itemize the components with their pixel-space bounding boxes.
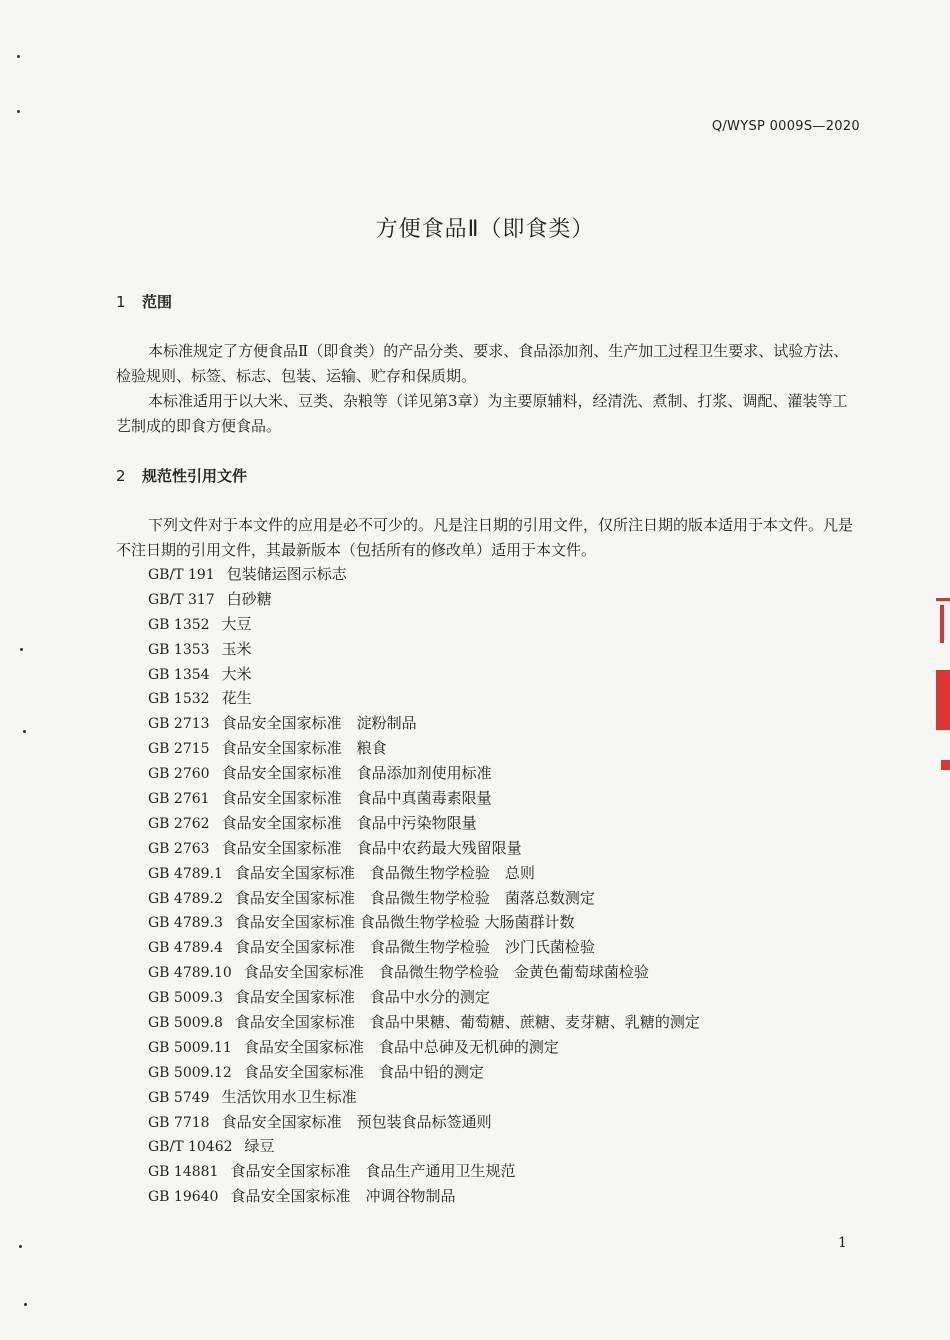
- reference-code: GB 4789.3: [148, 915, 223, 932]
- reference-code: GB/T 10462: [148, 1139, 233, 1156]
- reference-item: [148, 1010, 700, 1035]
- reference-title: 食品安全国家标准 淀粉制品: [221, 714, 417, 733]
- reference-title: 花生: [221, 689, 252, 708]
- reference-title: 大米: [221, 664, 252, 683]
- reference-list: [148, 562, 700, 1209]
- reference-code: GB 19640: [148, 1189, 219, 1206]
- reference-code: GB 5009.3: [148, 990, 223, 1007]
- reference-title: 食品安全国家标准 食品中总砷及无机砷的测定: [243, 1037, 559, 1056]
- reference-title: 白砂糖: [226, 589, 272, 608]
- reference-item: [148, 910, 700, 935]
- reference-title: 食品安全国家标准 冲调谷物制品: [230, 1187, 456, 1206]
- reference-title: 绿豆: [244, 1137, 275, 1156]
- reference-item: [148, 786, 700, 811]
- reference-item: [148, 861, 700, 886]
- section-heading-scope: [116, 291, 172, 312]
- reference-code: GB 5749: [148, 1089, 210, 1106]
- scope-paragraph-1: 本标准规定了方便食品Ⅱ（即食类）的产品分类、要求、食品添加剂、生产加工过程卫生要求、试验方法、检验规则、标签、标志、包装、运输、贮存和保质期。: [116, 342, 849, 385]
- reference-item: [148, 711, 700, 736]
- reference-code: GB 2715: [148, 741, 210, 758]
- scan-speck: [23, 730, 26, 733]
- reference-code: GB 1354: [148, 666, 210, 683]
- scope-paragraph-2: 本标准适用于以大米、豆类、杂粮等（详见第3章）为主要原辅料，经清洗、煮制、打浆、调配、灌装等工艺制成的即食方便食品。: [116, 392, 848, 435]
- reference-title: 食品安全国家标准 粮食: [221, 739, 387, 758]
- scan-speck: [17, 110, 20, 113]
- reference-title: 食品安全国家标准 食品中污染物限量: [221, 813, 477, 832]
- reference-code: GB 2763: [148, 840, 210, 857]
- reference-title: 大豆: [221, 614, 252, 633]
- reference-code: GB/T 191: [148, 567, 215, 583]
- reference-title: 食品安全国家标准 食品中果糖、葡萄糖、蔗糖、麦芽糖、乳糖的测定: [234, 1013, 700, 1032]
- reference-title: 食品安全国家标准 食品中水分的测定: [234, 988, 490, 1007]
- reference-item: [148, 736, 700, 761]
- reference-item: [148, 960, 700, 985]
- reference-code: GB 1352: [148, 616, 210, 633]
- reference-code: GB 2760: [148, 766, 210, 783]
- reference-code: GB 4789.4: [148, 940, 223, 957]
- section-number: 2: [116, 467, 126, 485]
- reference-item: [148, 886, 700, 911]
- reference-code: GB 2761: [148, 791, 210, 808]
- section-title: 范围: [142, 293, 173, 311]
- reference-item: [148, 587, 700, 612]
- document-title: 方便食品Ⅱ（即食类）: [375, 217, 595, 242]
- reference-title: 食品安全国家标准 食品微生物学检验 金黄色葡萄球菌检验: [243, 963, 649, 982]
- reference-code: GB 7718: [148, 1114, 210, 1131]
- reference-title: 食品安全国家标准 食品中真菌毒素限量: [221, 789, 492, 808]
- reference-code: GB 1353: [148, 641, 210, 658]
- reference-title: 食品安全国家标准 食品微生物学检验 沙门氏菌检验: [234, 938, 595, 957]
- reference-title: 玉米: [221, 639, 252, 658]
- section-number: 1: [116, 293, 126, 311]
- references-intro-paragraph: 下列文件对于本文件的应用是必不可少的。凡是注日期的引用文件，仅所注日期的版本适用于本文件。凡是不注日期的引用文件，其最新版本（包括所有的修改单）适用于本文件。: [116, 516, 854, 559]
- reference-code: GB 4789.2: [148, 890, 223, 907]
- reference-item: [148, 1085, 700, 1110]
- reference-item: [148, 836, 700, 861]
- reference-item: [148, 1184, 700, 1209]
- reference-item: [148, 1134, 700, 1159]
- reference-item: [148, 1035, 700, 1060]
- reference-title: 食品安全国家标准 食品微生物学检验 总则: [234, 863, 535, 882]
- reference-code: GB 4789.10: [148, 965, 232, 982]
- reference-item: [148, 562, 700, 587]
- reference-item: [148, 761, 700, 786]
- reference-item: [148, 811, 700, 836]
- section-heading-references: [116, 465, 247, 486]
- reference-item: [148, 612, 700, 637]
- reference-item: [148, 1159, 700, 1184]
- section-title: 规范性引用文件: [142, 467, 248, 485]
- scan-speck: [19, 1245, 22, 1248]
- reference-item: [148, 935, 700, 960]
- reference-title: 食品安全国家标准 预包装食品标签通则: [221, 1112, 492, 1131]
- reference-title: 食品安全国家标准 食品微生物学检验 大肠菌群计数: [234, 913, 575, 932]
- reference-code: GB 1532: [148, 691, 210, 708]
- reference-title: 食品安全国家标准 食品中农药最大残留限量: [221, 838, 522, 857]
- page-number: 1: [838, 1235, 847, 1251]
- reference-code: GB 5009.11: [148, 1039, 232, 1056]
- reference-item: [148, 686, 700, 711]
- reference-item: [148, 985, 700, 1010]
- scan-speck: [24, 1303, 27, 1306]
- scan-speck: [17, 55, 20, 58]
- scan-speck: [20, 648, 23, 651]
- reference-title: 食品安全国家标准 食品中铅的测定: [243, 1062, 484, 1081]
- reference-code: GB/T 317: [148, 591, 215, 608]
- reference-code: GB 14881: [148, 1164, 219, 1181]
- reference-item: [148, 1060, 700, 1085]
- reference-code: GB 2713: [148, 716, 210, 733]
- reference-title: 食品安全国家标准 食品微生物学检验 菌落总数测定: [234, 888, 595, 907]
- reference-code: GB 5009.12: [148, 1064, 232, 1081]
- reference-code: GB 4789.1: [148, 865, 223, 882]
- reference-code: GB 5009.8: [148, 1015, 223, 1032]
- reference-item: [148, 1110, 700, 1135]
- document-code: Q/WYSP 0009S—2020: [711, 119, 860, 134]
- reference-item: [148, 662, 700, 687]
- reference-title: 生活饮用水卫生标准: [221, 1087, 357, 1106]
- reference-title: 包装储运图示标志: [226, 565, 347, 583]
- reference-item: [148, 637, 700, 662]
- reference-code: GB 2762: [148, 815, 210, 832]
- reference-title: 食品安全国家标准 食品生产通用卫生规范: [230, 1162, 516, 1181]
- reference-title: 食品安全国家标准 食品添加剂使用标准: [221, 764, 492, 783]
